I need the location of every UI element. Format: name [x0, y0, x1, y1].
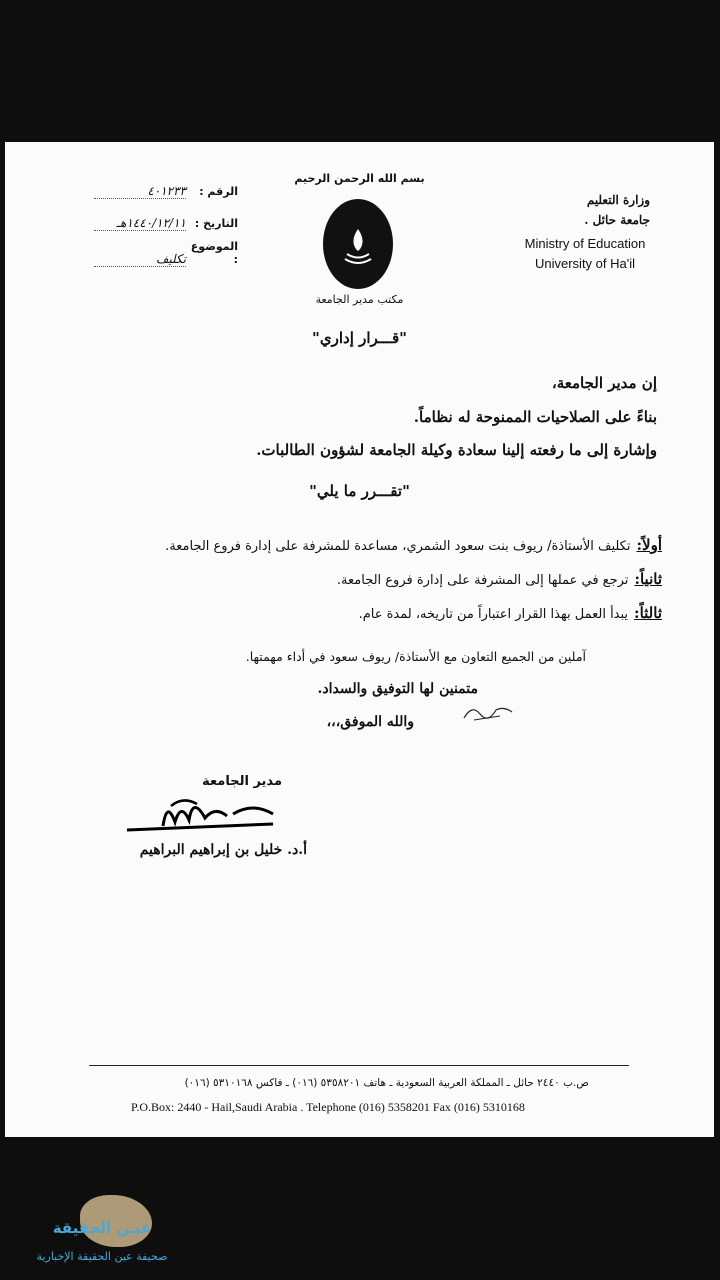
decides-heading: "تقـــرر ما يلي" [309, 482, 410, 500]
footer-divider [89, 1065, 629, 1066]
university-name-ar: جامعة حائل . [584, 213, 650, 227]
ref-number [94, 184, 238, 199]
item-text: تكليف الأستاذة/ ريوف بنت سعود الشمري، مساعدة للمشرفة على إدارة فروع الجامعة. [165, 539, 631, 554]
news-watermark [22, 1195, 182, 1270]
ref-date-label: التاريخ : [194, 217, 238, 230]
basmala: بسم الله الرحمن الرحيم [294, 172, 425, 185]
initials-scribble-icon [460, 698, 520, 726]
closing-hope: آملين من الجميع التعاون مع الأستاذة/ ريوف سعود في أداء مهمتها. [245, 649, 586, 664]
watermark-name: عيـن الحقيقة [52, 1219, 152, 1237]
decision-item [165, 536, 662, 554]
ref-subject-value: تكليف [94, 252, 186, 267]
document-page [5, 142, 714, 1137]
item-number: أولاً: [636, 536, 662, 554]
footer-address-ar: ص.ب ٢٤٤٠ حائل ـ المملكة العربية السعودية ـ هاتف ٥٣٥٨٢٠١ (٠١٦) ـ فاكس ٥٣١٠١٦٨ (٠١٦) [184, 1077, 589, 1089]
item-number: ثالثاً: [634, 604, 662, 622]
ministry-header-ar [584, 190, 650, 230]
decision-item [337, 570, 662, 588]
watermark-subtitle: صحيفة عين الحقيقة الإخبارية [36, 1250, 168, 1263]
preamble-line-1: إن مدير الجامعة، [551, 374, 657, 392]
flame-emblem-icon [323, 199, 393, 289]
signatory-title: مدير الجامعة [202, 774, 282, 789]
ministry-name-en: Ministry of Education [524, 236, 646, 251]
ref-subject-label: الموضوع : [190, 240, 238, 266]
ref-date [94, 216, 238, 231]
decision-item [359, 604, 662, 622]
item-number: ثانياً: [634, 570, 662, 588]
ministry-name-ar: وزارة التعليم [586, 193, 650, 207]
preamble-line-3: وإشارة إلى ما رفعته إلينا سعادة وكيلة الجامعة لشؤون الطالبات. [256, 441, 657, 459]
decision-title: "قـــرار إداري" [312, 329, 407, 347]
ref-subject [94, 240, 238, 267]
ref-number-value: ٤٠١٢٣٣ [94, 184, 186, 199]
closing-god: والله الموفق،،، [326, 714, 414, 730]
ministry-header-en [520, 234, 650, 274]
university-name-en: University of Ha'il [534, 256, 635, 271]
signature-icon [123, 792, 283, 837]
ref-date-value: ١٤٤٠/١٢/١١هـ [94, 216, 186, 231]
footer-address-en: P.O.Box: 2440 - Hail,Saudi Arabia . Telephone (016) 5358201 Fax (016) 5310168 [131, 1100, 525, 1114]
item-text: يبدأ العمل بهذا القرار اعتباراً من تاريخه، لمدة عام. [358, 607, 629, 622]
closing-wish: متمنين لها التوفيق والسداد. [317, 681, 478, 697]
ref-number-label: الرقم : [199, 185, 238, 198]
item-text: ترجع في عملها إلى المشرفة على إدارة فروع الجامعة. [336, 573, 629, 588]
signatory-name: أ.د. خليل بن إبراهيم البراهيم [139, 842, 307, 858]
preamble-line-2: بناءً على الصلاحيات الممنوحة له نظاماً. [413, 408, 657, 426]
university-logo [323, 199, 393, 289]
office-label: مكتب مدير الجامعة [315, 293, 404, 306]
